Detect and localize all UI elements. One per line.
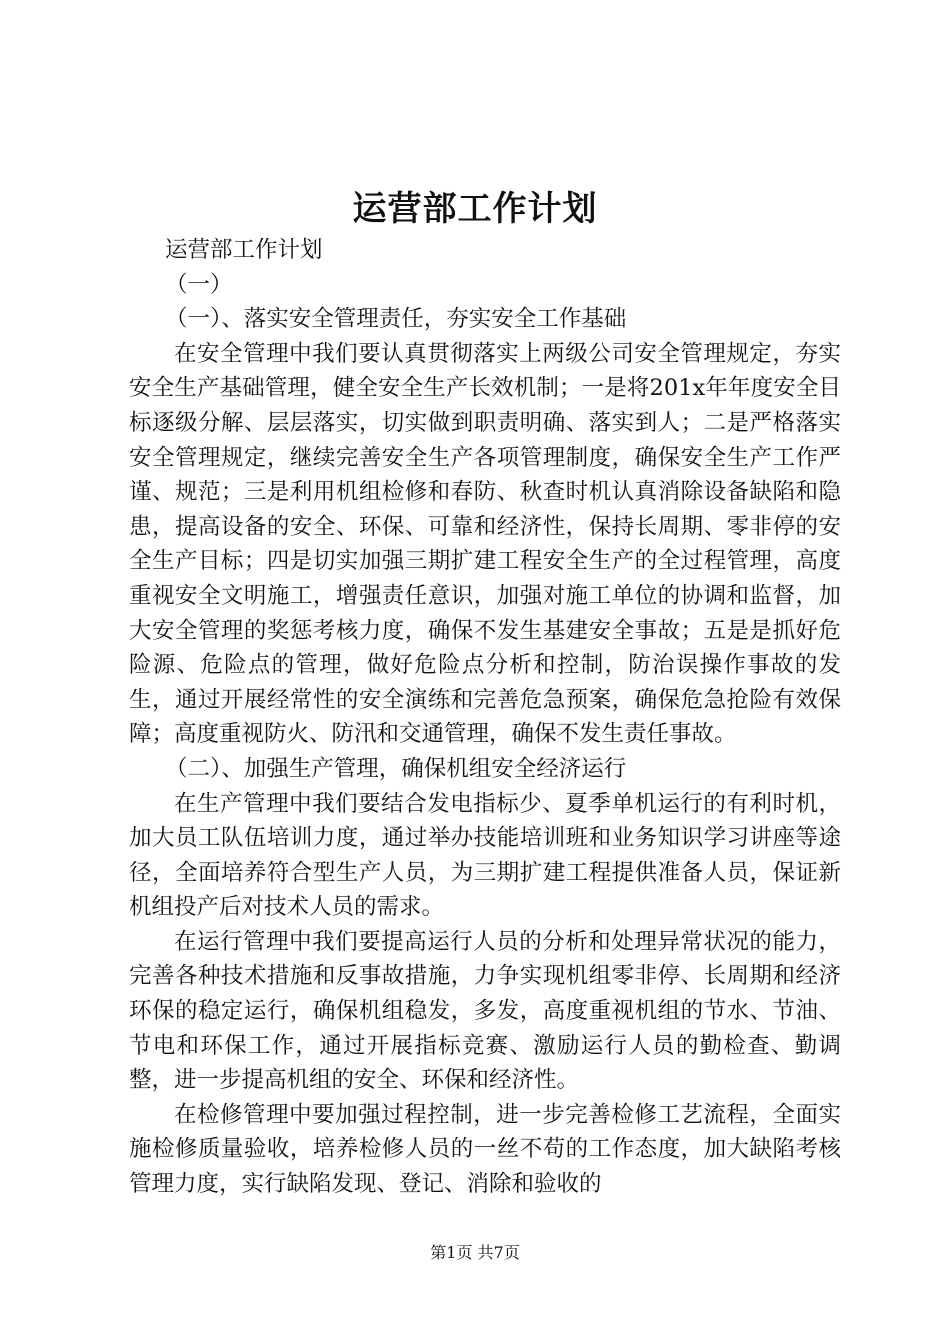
section-heading-2: （二）、加强生产管理，确保机组安全经济运行 bbox=[165, 755, 627, 782]
paragraph-maintenance: 在检修管理中要加强过程控制，进一步完善检修工艺流程，全面实施检修质量验收，培养检修人员的一丝不苟的工作态度，加大缺陷考核管理力度，实行缺陷发现、登记、消除和验收的 bbox=[129, 1101, 841, 1198]
subtitle-line: 运营部工作计划 bbox=[165, 237, 323, 263]
paragraph-safety: 在安全管理中我们要认真贯彻落实上两级公司安全管理规定，夯实安全生产基础管理，健全安全生产长效机制；一是将201x年年度安全目标逐级分解、层层落实，切实做到职责明确、落实到人；二是严格落实安全管理规定，继续完善安全生产各项管理制度，确保安全生产工作严谨、规范；三是利用机组检修和春防、秋查时机认真消除设备缺陷和隐患，提高设备的安全、环保、可靠和经济性，保持长周期、零非停的安全生产目标；四是切实加强三期扩建工程安全生产的全过程管理，高度重视安全文明施工，增强责任意识，加强对施工单位的协调和监督，加大安全管理的奖惩考核力度，确保不发生基建安全事故；五是是抓好危险源、危险点的管理，做好危险点分析和控制，防治误操作事故的发生，通过开展经常性的安全演练和完善危急预案，确保危急抢险有效保障；高度重视防火、防汛和交通管理，确保不发生责任事故。 bbox=[129, 340, 841, 748]
page-title: 运营部工作计划 bbox=[352, 189, 598, 229]
section-number: （一） bbox=[165, 271, 233, 298]
section-heading-1: （一）、落实安全管理责任，夯实安全工作基础 bbox=[165, 306, 627, 333]
paragraph-operation: 在运行管理中我们要提高运行人员的分析和处理异常状况的能力，完善各种技术措施和反事故措施，力争实现机组零非停、长周期和经济环保的稳定运行，确保机组稳发，多发，高度重视机组的节水、节油、节电和环保工作，通过开展指标竞赛、激励运行人员的勤检查、勤调整，进一步提高机组的安全、环保和经济性。 bbox=[129, 928, 841, 1094]
paragraph-production: 在生产管理中我们要结合发电指标少、夏季单机运行的有利时机，加大员工队伍培训力度，通过举办技能培训班和业务知识学习讲座等途径，全面培养符合型生产人员，为三期扩建工程提供准备人员，保证新机组投产后对技术人员的需求。 bbox=[129, 790, 841, 921]
document-body bbox=[129, 233, 841, 1202]
page-footer: 第1页 共7页 bbox=[430, 1243, 520, 1262]
